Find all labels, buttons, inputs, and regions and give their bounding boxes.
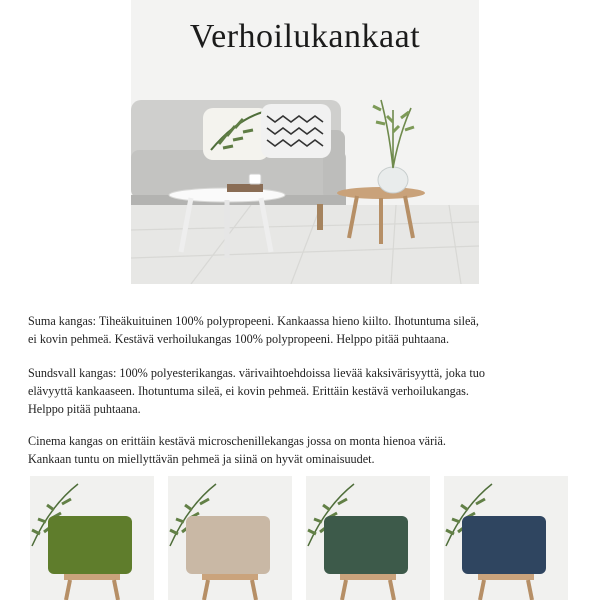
pillow-thumbnail-beige[interactable] — [168, 476, 292, 600]
sundsvall-description — [28, 364, 588, 418]
pillow-image — [444, 476, 568, 600]
pillow-image — [168, 476, 292, 600]
text-line: ei kovin pehmeä. Kestävä verhoilukangas 100% polypropeeni. Helppo pitää puhtaana. — [28, 332, 450, 346]
pillow-shape — [186, 516, 270, 574]
text-line: Kankaan tuntu on miellyttävän pehmeä ja siinä on hyvät ominaisuudet. — [28, 452, 375, 466]
text-line: Suma kangas: Tiheäkuituinen 100% polypropeeni. Kankaassa hieno kiilto. Ihotuntuma sileä, — [28, 314, 479, 328]
cinema-description — [28, 432, 588, 468]
pillow-image — [30, 476, 154, 600]
text-line: elävyyttä kankaaseen. Ihotuntuma sileä, ei kovin pehmeä. Erittäin kestävä verhoilukangas. — [28, 384, 469, 398]
pillow-shape — [324, 516, 408, 574]
pillow-shape — [48, 516, 132, 574]
pillow-thumbnail-green[interactable] — [30, 476, 154, 600]
page-title: Verhoilukankaat — [189, 18, 421, 55]
suma-description — [28, 312, 588, 348]
pillow-shape — [462, 516, 546, 574]
text-line: Helppo pitää puhtaana. — [28, 402, 141, 416]
hero-banner — [131, 0, 479, 284]
pillow-gallery — [30, 476, 570, 600]
text-line: Cinema kangas on erittäin kestävä microschenillekangas jossa on monta hienoa väriä. — [28, 434, 446, 448]
text-line: Sundsvall kangas: 100% polyesterikangas. värivaihtoehdoissa lievää kaksivärisyyttä, joka tuo — [28, 366, 485, 380]
pillow-image — [306, 476, 430, 600]
leaf-pillow — [203, 108, 269, 160]
pillow-thumbnail-dark-green[interactable] — [306, 476, 430, 600]
zigzag-pillow — [261, 104, 331, 158]
pillow-thumbnail-navy[interactable] — [444, 476, 568, 600]
